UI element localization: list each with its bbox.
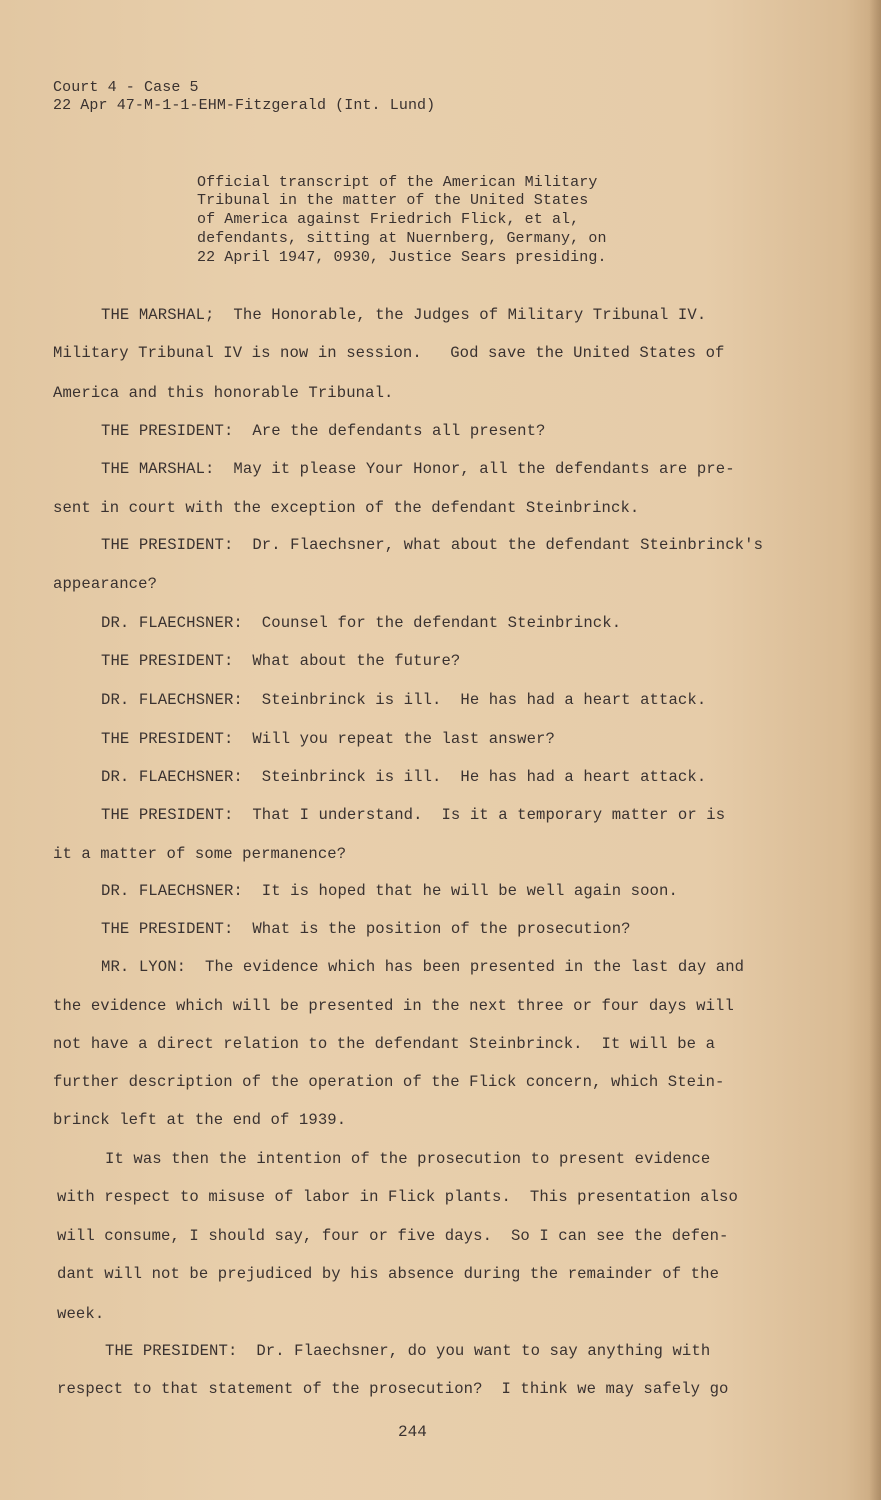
page-number: 244 [398,1423,427,1441]
summary-line: Tribunal in the matter of the United States [197,192,589,209]
transcript-line: THE MARSHAL; The Honorable, the Judges of Military Tribunal IV. [101,306,707,324]
transcript-line: the evidence which will be presented in the next three or four days will [53,997,734,1015]
summary-line: 22 April 1947, 0930, Justice Sears presiding. [197,249,607,266]
transcript-line: DR. FLAECHSNER: Steinbrinck is ill. He has had a heart attack. [101,691,707,709]
transcript-line: MR. LYON: The evidence which has been presented in the last day and [101,958,745,976]
transcript-line: DR. FLAECHSNER: Counsel for the defendant Steinbrinck. [101,614,622,632]
transcript-line: not have a direct relation to the defendant Steinbrinck. It will be a [53,1035,716,1053]
header-court-case: Court 4 - Case 5 [53,79,199,96]
page-edge-shadow [869,0,881,1500]
transcript-line: THE PRESIDENT: Dr. Flaechsner, do you want to say anything with [105,1342,711,1360]
transcript-line: dant will not be prejudiced by his absence during the remainder of the [57,1265,720,1283]
summary-line: Official transcript of the American Military [197,174,598,191]
transcript-line: it a matter of some permanence? [53,845,347,863]
summary-line: defendants, sitting at Nuernberg, Germany, on [197,230,607,247]
transcript-line: THE PRESIDENT: Dr. Flaechsner, what about the defendant Steinbrinck's [101,536,764,554]
transcript-line: THE PRESIDENT: That I understand. Is it a temporary matter or is [101,806,726,824]
transcript-line: DR. FLAECHSNER: Steinbrinck is ill. He has had a heart attack. [101,768,707,786]
header-reference: 22 Apr 47-M-1-1-EHM-Fitzgerald (Int. Lund) [53,97,436,114]
transcript-line: THE PRESIDENT: Will you repeat the last answer? [101,730,555,748]
transcript-line: DR. FLAECHSNER: It is hoped that he will be well again soon. [101,882,678,900]
transcript-line: America and this honorable Tribunal. [53,384,394,402]
transcript-line: respect to that statement of the prosecution? I think we may safely go [57,1380,729,1398]
transcript-line: will consume, I should say, four or five days. So I can see the defen- [57,1227,729,1245]
transcript-line: THE PRESIDENT: Are the defendants all present? [101,422,546,440]
transcript-line: sent in court with the exception of the defendant Steinbrinck. [53,499,640,517]
transcript-line: THE MARSHAL: May it please Your Honor, all the defendants are pre- [101,460,735,478]
transcript-line: THE PRESIDENT: What about the future? [101,652,461,670]
transcript-line: with respect to misuse of labor in Flick plants. This presentation also [57,1188,738,1206]
transcript-line: further description of the operation of the Flick concern, which Stein- [53,1073,725,1091]
transcript-line: It was then the intention of the prosecution to present evidence [105,1150,711,1168]
transcript-line: brinck left at the end of 1939. [53,1111,347,1129]
summary-line: of America against Friedrich Flick, et al, [197,211,580,228]
transcript-line: appearance? [53,575,158,593]
transcript-line: week. [57,1305,105,1323]
transcript-line: THE PRESIDENT: What is the position of the prosecution? [101,920,631,938]
transcript-line: Military Tribunal IV is now in session. God save the United States of [53,344,725,362]
